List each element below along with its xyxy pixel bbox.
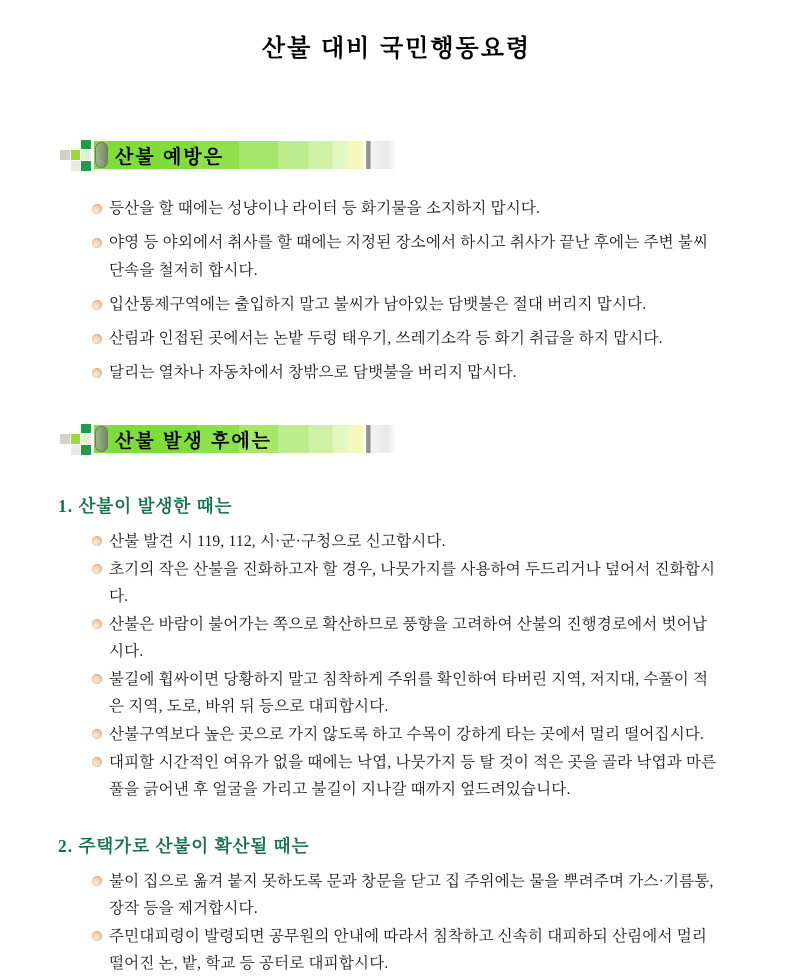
list-item: 산불구역보다 높은 곳으로 가지 않도록 하고 수목이 강하게 타는 곳에서 멀리 떨어집시다. xyxy=(92,721,722,748)
section-banner-response xyxy=(60,423,793,455)
house-spread-list xyxy=(92,868,733,977)
banner-band xyxy=(94,425,396,453)
banner-band xyxy=(94,141,396,169)
ball-bullet-icon xyxy=(92,204,102,214)
list-item: 불이 집으로 옮겨 붙지 못하도록 문과 창문을 닫고 집 주위에는 물을 뿌려주며 가스·기름통, 장작 등을 제거합시다. xyxy=(92,868,722,922)
banner-label-prevention: 산불 예방은 xyxy=(115,146,225,168)
ball-bullet-icon xyxy=(92,368,102,378)
section-heading-fire-occurred: 1. 산불이 발생한 때는 xyxy=(58,496,233,516)
ball-bullet-icon xyxy=(92,334,102,344)
section-banner-prevention xyxy=(60,139,793,171)
list-item: 초기의 작은 산불을 진화하고자 할 경우, 나뭇가지를 사용하여 두드리거나 덮어서 진화합시다. xyxy=(92,556,722,610)
ball-bullet-icon xyxy=(92,757,102,767)
ball-bullet-icon xyxy=(92,238,102,248)
list-item: 야영 등 야외에서 취사를 할 때에는 지정된 장소에서 하시고 취사가 끝난 후에는 주변 불씨 단속을 철저히 합시다. xyxy=(92,229,722,285)
fire-occurred-list xyxy=(92,528,733,803)
ball-bullet-icon xyxy=(92,931,102,941)
list-item: 산불 발견 시 119, 112, 시·군·구청으로 신고합시다. xyxy=(92,528,722,555)
ball-bullet-icon xyxy=(92,619,102,629)
prevention-list xyxy=(92,195,733,387)
list-item: 주민대피령이 발령되면 공무원의 안내에 따라서 침착하고 신속히 대피하되 산림에서 멀리 떨어진 논, 밭, 학교 등 공터로 대피합시다. xyxy=(92,923,722,977)
ball-bullet-icon xyxy=(92,876,102,886)
ball-bullet-icon xyxy=(92,300,102,310)
list-item: 산림과 인접된 곳에서는 논밭 두렁 태우기, 쓰레기소각 등 화기 취급을 하지 맙시다. xyxy=(92,325,722,353)
checker-squares-icon xyxy=(60,424,91,455)
ball-bullet-icon xyxy=(92,536,102,546)
ball-bullet-icon xyxy=(92,564,102,574)
list-item: 달리는 열차나 자동차에서 창밖으로 담뱃불을 버리지 맙시다. xyxy=(92,359,722,387)
checker-squares-icon xyxy=(60,140,91,171)
list-item: 산불은 바람이 불어가는 쪽으로 확산하므로 풍향을 고려하여 산불의 진행경로에서 벗어납시다. xyxy=(92,611,722,665)
ball-bullet-icon xyxy=(92,729,102,739)
list-item: 대피할 시간적인 여유가 없을 때에는 낙엽, 나뭇가지 등 탈 것이 적은 곳을 골라 낙엽과 마른풀을 긁어낸 후 얼굴을 가리고 불길이 지나갈 때까지 엎드려있습니다. xyxy=(92,749,722,803)
banner-label-response: 산불 발생 후에는 xyxy=(115,430,273,452)
list-item: 불길에 휩싸이면 당황하지 말고 침착하게 주위를 확인하여 타버린 지역, 저지대, 수풀이 적은 지역, 도로, 바위 뒤 등으로 대피합시다. xyxy=(92,666,722,720)
page-title: 산불 대비 국민행동요령 xyxy=(261,35,532,62)
list-item: 입산통제구역에는 출입하지 말고 불씨가 남아있는 담뱃불은 절대 버리지 맙시다. xyxy=(92,291,722,319)
section-heading-house-spread: 2. 주택가로 산불이 확산될 때는 xyxy=(58,836,310,856)
list-item: 등산을 할 때에는 성냥이나 라이터 등 화기물을 소지하지 맙시다. xyxy=(92,195,722,223)
ball-bullet-icon xyxy=(92,674,102,684)
